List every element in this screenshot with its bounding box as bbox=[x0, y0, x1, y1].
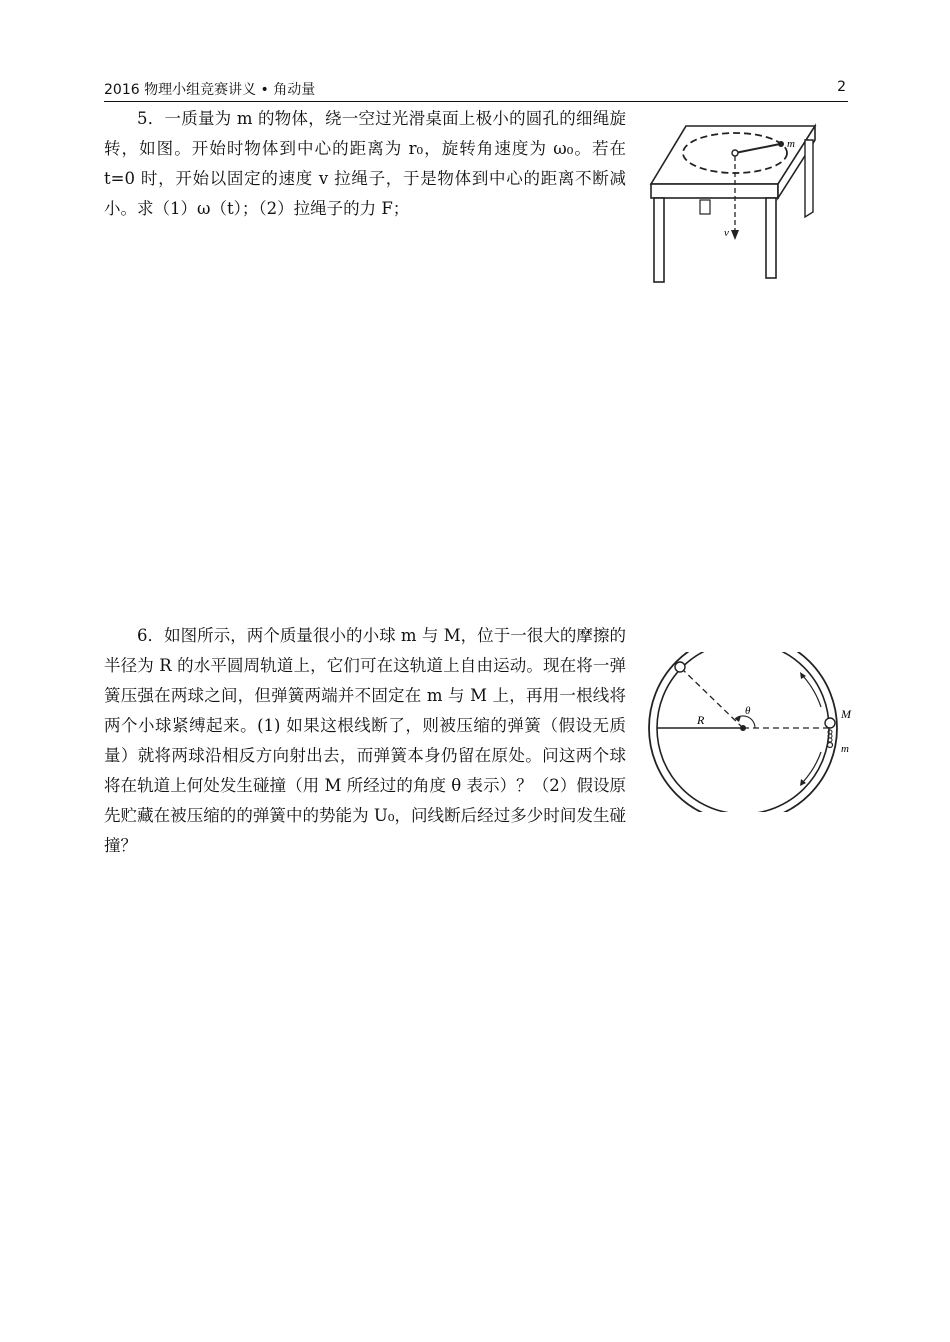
label-mass-m: m bbox=[841, 743, 849, 755]
page-number: 2 bbox=[837, 79, 846, 95]
header-title: 2016 物理小组竞赛讲义 • 角动量 bbox=[104, 82, 316, 98]
page-header bbox=[104, 79, 848, 102]
label-angle-theta: θ bbox=[745, 705, 751, 717]
problem-5 bbox=[104, 104, 626, 224]
label-mass-M: M bbox=[841, 707, 851, 721]
ring-figure bbox=[643, 652, 855, 812]
label-radius-R: R bbox=[697, 713, 705, 727]
label-mass-m: m bbox=[787, 138, 795, 150]
table-figure bbox=[642, 122, 824, 285]
problem-6 bbox=[104, 621, 626, 861]
label-velocity-v: v bbox=[724, 227, 729, 239]
problem-5-text: 5．一质量为 m 的物体，绕一空过光滑桌面上极小的圆孔的细绳旋转，如图。开始时物体到中心的距离为 r₀，旋转角速度为 ω₀。若在 t=0 时，开始以固定的速度 v 拉绳子，于是物体到中心的距离不断减小。求（1）ω（t）；（2）拉绳子的力 F； bbox=[104, 109, 626, 218]
problem-6-text: 6．如图所示，两个质量很小的小球 m 与 M，位于一很大的摩擦的半径为 R 的水平圆周轨道上，它们可在这轨道上自由运动。现在将一弹簧压强在两球之间，但弹簧两端并不固定在 m 与 M 上，再用一根线将两个小球紧缚起来。(1) 如果这根线断了，则被压缩的弹簧（假设无质量）就将两球沿相反方向射出去，而弹簧本身仍留在原处。问这两个球将在轨道上何处发生碰撞（用 M 所经过的角度 θ 表示）？（2）假设原先贮藏在被压缩的的弹簧中的势能为 U₀，问线断后经过多少时间发生碰撞？ bbox=[104, 626, 626, 855]
